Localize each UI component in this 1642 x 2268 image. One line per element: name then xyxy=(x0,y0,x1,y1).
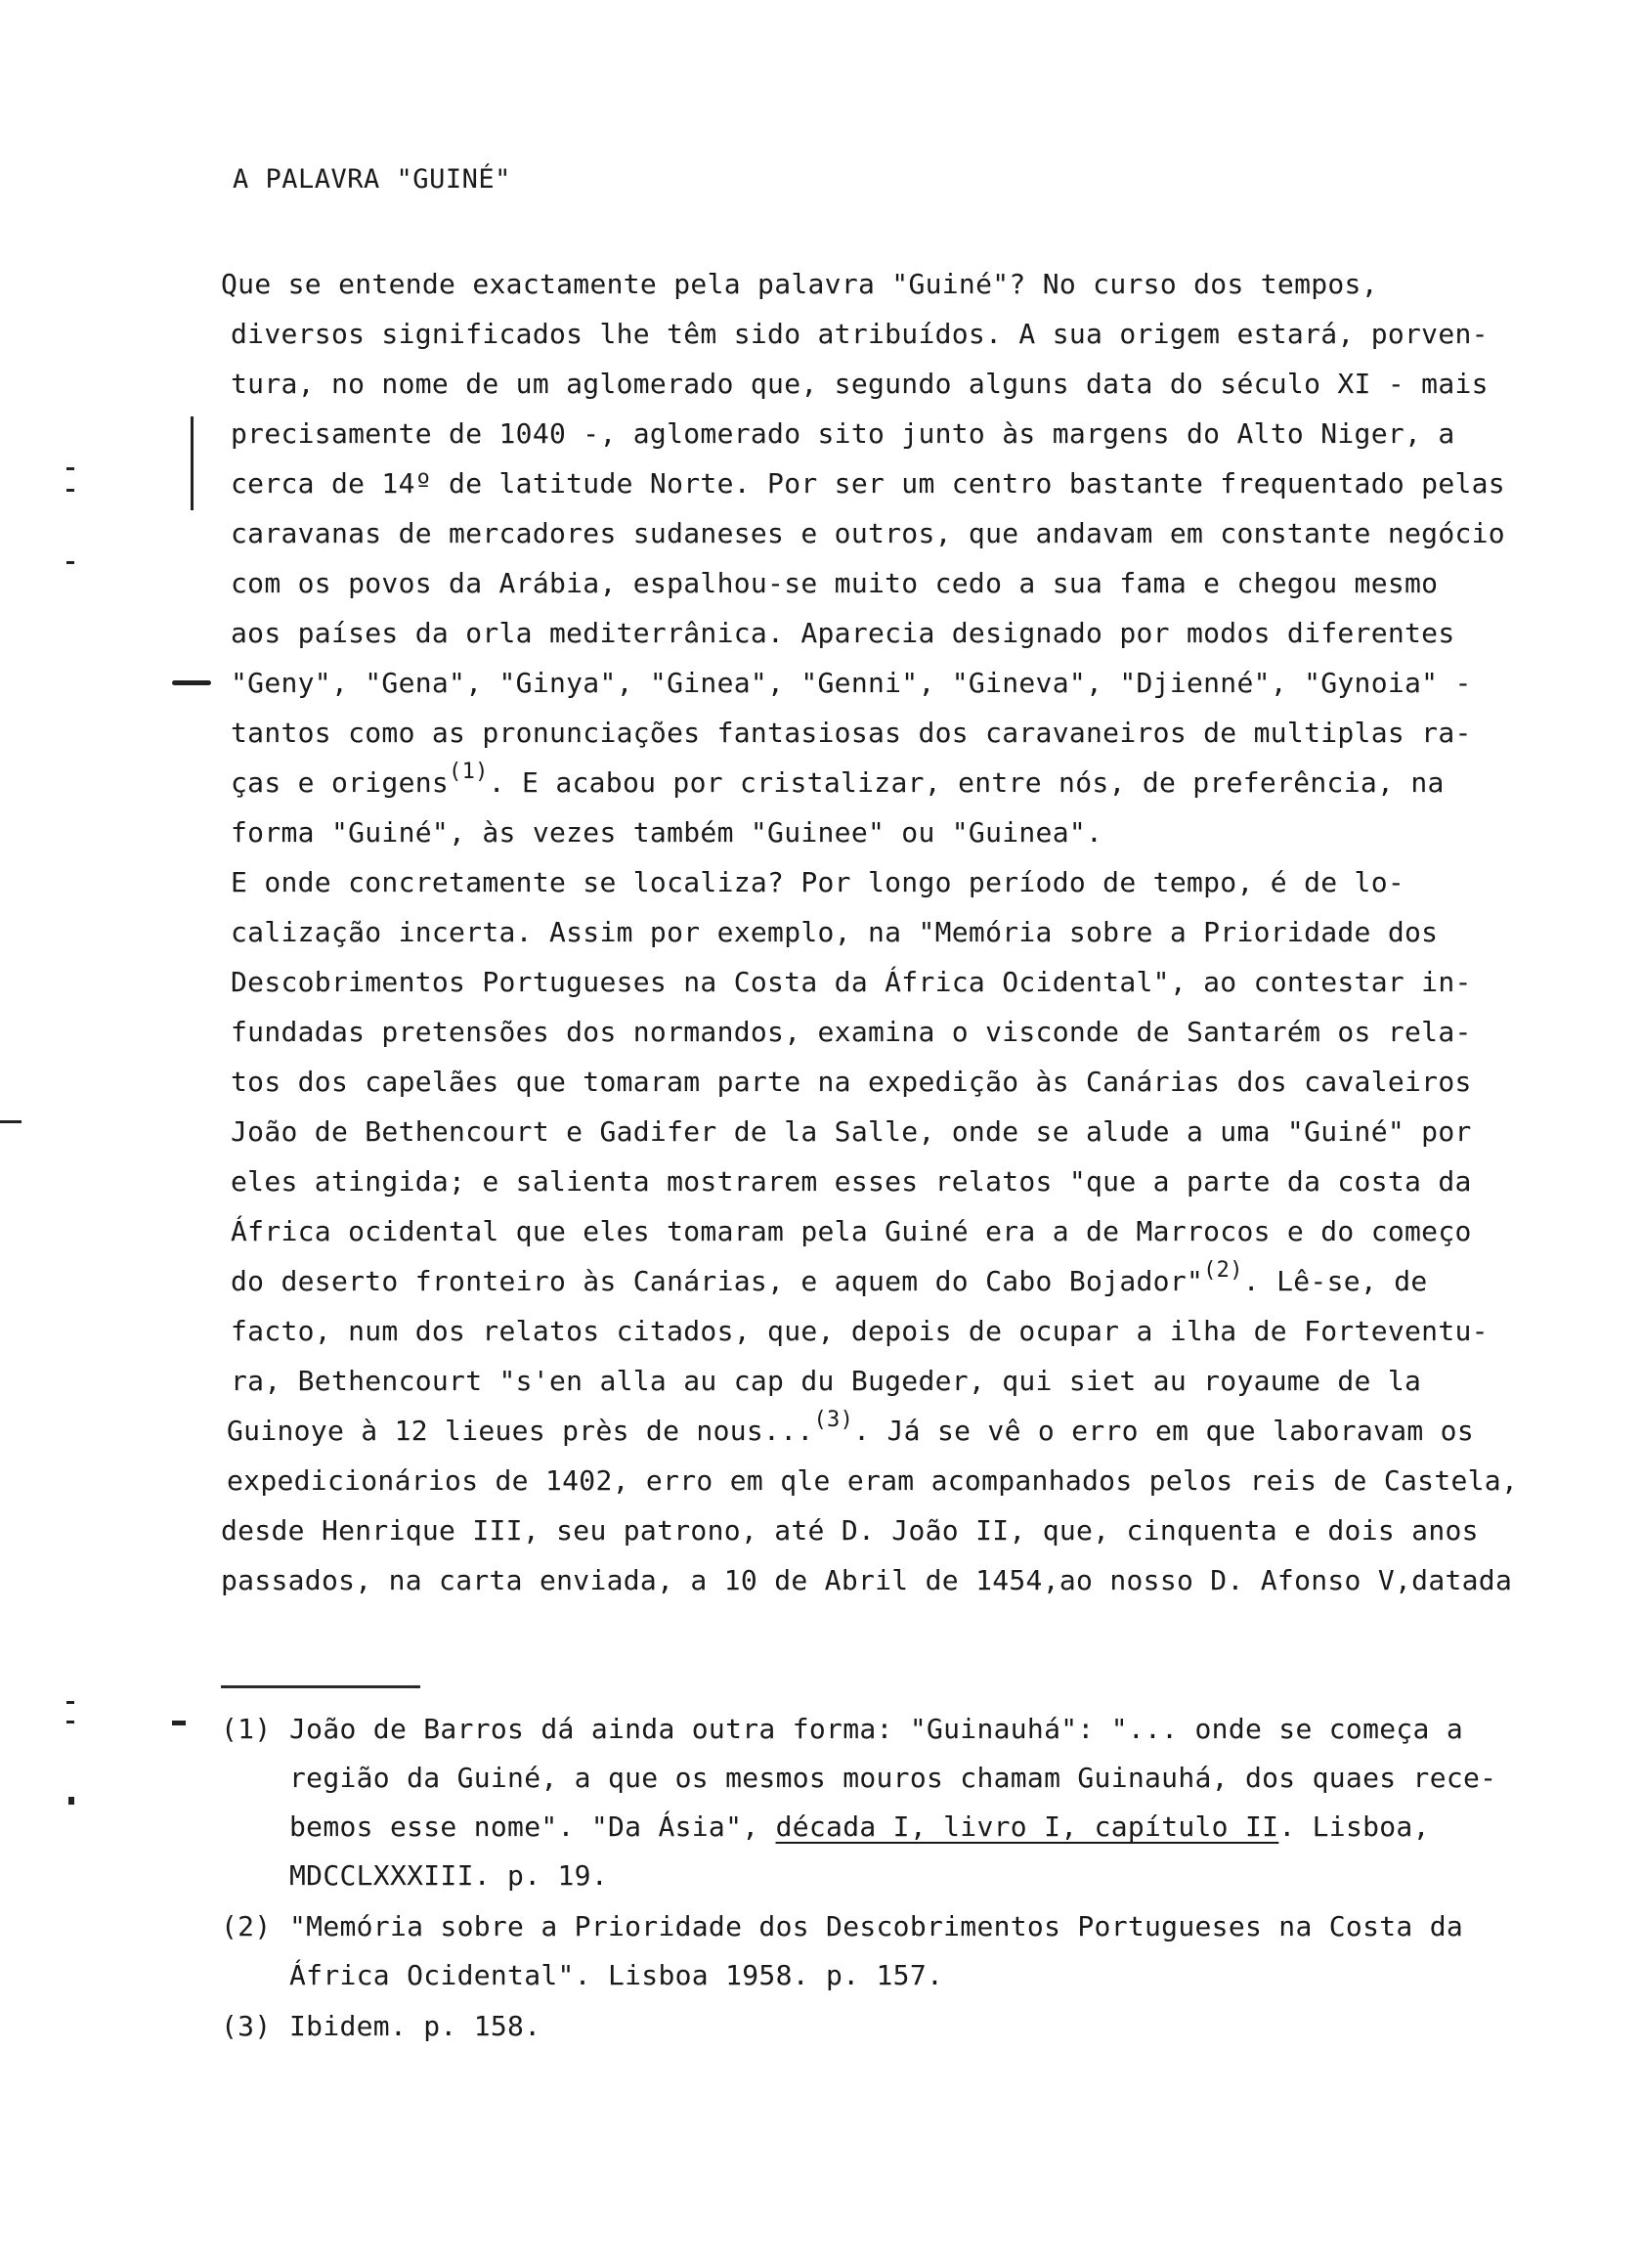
body-line: eles atingida; e salienta mostrarem esses relatos "que a parte da costa da xyxy=(231,1165,1472,1198)
margin-mark xyxy=(191,416,194,510)
footnote-1-line xyxy=(289,1810,1430,1843)
body-line: desde Henrique III, seu patrono, até D. João II, que, cinquenta e dois anos xyxy=(221,1514,1479,1547)
body-line: precisamente de 1040 -, aglomerado sito junto às margens do Alto Niger, a xyxy=(231,417,1455,450)
margin-mark xyxy=(68,1797,74,1805)
body-line: passados, na carta enviada, a 10 de Abril de 1454,ao nosso D. Afonso V,datada xyxy=(221,1564,1513,1596)
footnote-marker-1: (1) xyxy=(221,1713,272,1745)
footnote-text: . Lisboa, xyxy=(1278,1810,1430,1843)
margin-mark xyxy=(66,467,74,470)
body-line: ra, Bethencourt "s'en alla au cap du Bugeder, qui siet au royaume de la xyxy=(231,1365,1422,1397)
body-line: E onde concretamente se localiza? Por longo período de tempo, é de lo- xyxy=(231,866,1405,898)
body-line: tos dos capelães que tomaram parte na expedição às Canárias dos cavaleiros xyxy=(231,1066,1472,1098)
body-line: tura, no nome de um aglomerado que, segundo alguns data do século XI - mais xyxy=(231,368,1489,400)
footnote-1-line: MDCCLXXXIII. p. 19. xyxy=(289,1859,608,1892)
body-line: diversos significados lhe têm sido atribuídos. A sua origem estará, porven- xyxy=(231,318,1489,350)
footnote-marker-2: (2) xyxy=(221,1910,272,1942)
footnote-text: bemos esse nome". "Da Ásia", xyxy=(289,1810,776,1843)
body-line: África ocidental que eles tomaram pela Guiné era a de Marrocos e do começo xyxy=(231,1215,1472,1247)
footnote-2-line: "Memória sobre a Prioridade dos Descobrimentos Portugueses na Costa da xyxy=(289,1910,1464,1942)
margin-mark xyxy=(0,1120,22,1123)
margin-dash-mark xyxy=(172,1721,186,1725)
body-text: . Já se vê o erro em que laboravam os xyxy=(853,1415,1474,1447)
body-text: do deserto fronteiro às Canárias, e aquem do Cabo Bojador" xyxy=(231,1265,1204,1297)
body-line: forma "Guiné", às vezes também "Guinee" ou "Guinea". xyxy=(231,816,1103,849)
body-line: expedicionários de 1402, erro em qle eram acompanhados pelos reis de Castela, xyxy=(227,1464,1519,1497)
body-line xyxy=(231,760,1445,799)
body-line: "Geny", "Gena", "Ginya", "Ginea", "Genni", "Gineva", "Djienné", "Gynoia" - xyxy=(231,667,1472,699)
body-line xyxy=(227,1408,1474,1447)
body-text: . Lê-se, de xyxy=(1242,1265,1428,1297)
underlined-citation: década I, livro I, capítulo II xyxy=(775,1810,1279,1843)
body-line: Que se entende exactamente pela palavra "Guiné"? No curso dos tempos, xyxy=(221,268,1378,300)
body-line: João de Bethencourt e Gadifer de la Salle, onde se alude a uma "Guiné" por xyxy=(231,1115,1472,1148)
body-line: aos países da orla mediterrânica. Aparecia designado por modos diferentes xyxy=(231,617,1455,649)
body-line: com os povos da Arábia, espalhou-se muito cedo a sua fama e chegou mesmo xyxy=(231,567,1439,599)
body-line: facto, num dos relatos citados, que, depois de ocupar a ilha de Forteventu- xyxy=(231,1315,1489,1347)
body-line: fundadas pretensões dos normandos, examina o visconde de Santarém os rela- xyxy=(231,1016,1472,1048)
footnote-marker-3: (3) xyxy=(221,2010,272,2042)
body-line: calização incerta. Assim por exemplo, na "Memória sobre a Prioridade dos xyxy=(231,916,1439,948)
footnote-separator xyxy=(221,1685,420,1688)
body-line: tantos como as pronunciações fantasiosas dos caravaneiros de multiplas ra- xyxy=(231,717,1472,749)
footnote-1-line: João de Barros dá ainda outra forma: "Guinauhá": "... onde se começa a xyxy=(289,1713,1464,1745)
body-text: Guinoye à 12 lieues près de nous... xyxy=(227,1415,814,1447)
footnote-ref-1: (1) xyxy=(449,760,489,784)
margin-mark xyxy=(66,489,74,492)
body-text: ças e origens xyxy=(231,766,450,799)
margin-mark xyxy=(66,1701,74,1704)
footnote-1-line: região da Guiné, a que os mesmos mouros chamam Guinauhá, dos quaes rece- xyxy=(289,1762,1497,1794)
body-line: caravanas de mercadores sudaneses e outros, que andavam em constante negócio xyxy=(231,517,1505,549)
body-line: cerca de 14º de latitude Norte. Por ser um centro bastante frequentado pelas xyxy=(231,467,1505,500)
body-line: Descobrimentos Portugueses na Costa da África Ocidental", ao contestar in- xyxy=(231,966,1472,998)
footnote-3-line: Ibidem. p. 158. xyxy=(289,2010,541,2042)
footnote-2-line: África Ocidental". Lisboa 1958. p. 157. xyxy=(289,1959,944,1991)
body-text: . E acabou por cristalizar, entre nós, de preferência, na xyxy=(488,766,1445,799)
margin-arrow-mark xyxy=(172,680,211,685)
margin-mark xyxy=(66,561,74,564)
body-line xyxy=(231,1258,1428,1297)
footnote-ref-3: (3) xyxy=(813,1408,854,1432)
margin-mark xyxy=(66,1721,74,1723)
page-title: A PALAVRA "GUINÉ" xyxy=(233,164,511,195)
footnote-ref-2: (2) xyxy=(1203,1258,1243,1283)
